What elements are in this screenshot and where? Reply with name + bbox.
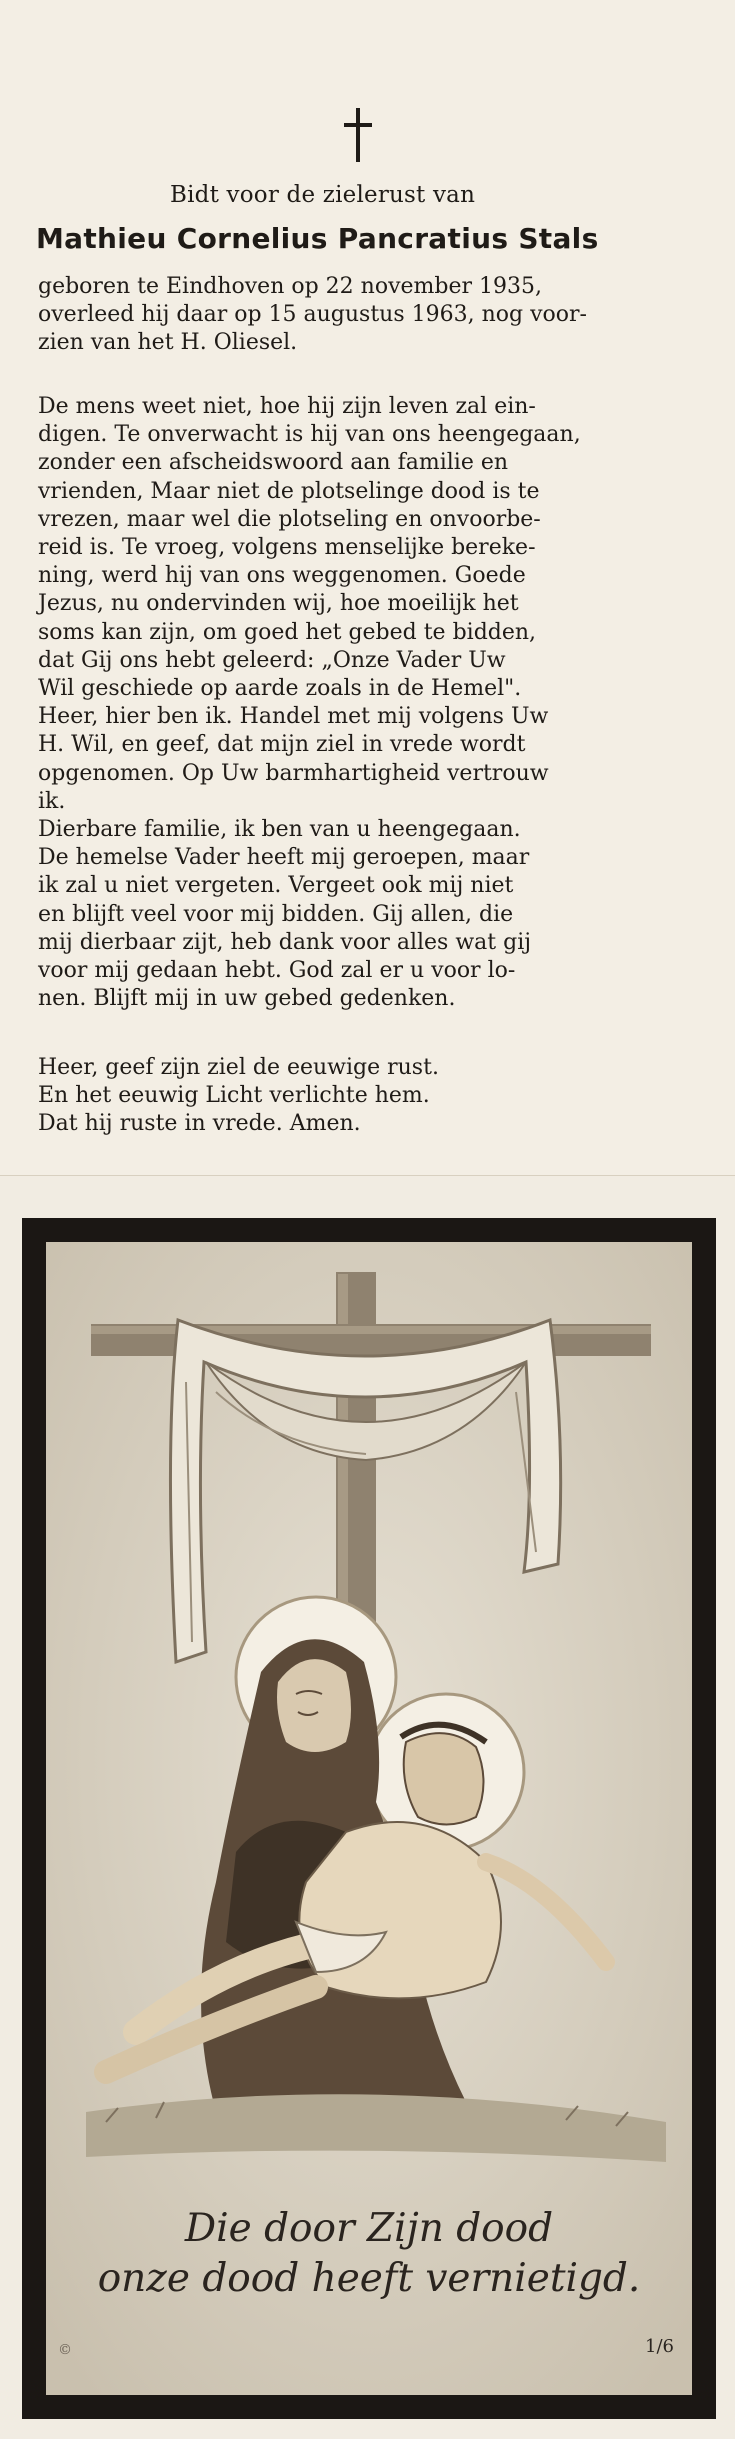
text-panel [0,0,735,1176]
prayer-line: zonder een afscheidswoord aan familie en [38,450,509,476]
cross-icon [340,108,376,162]
motto-text [46,2204,692,2304]
prayer-line: De hemelse Vader heeft mij geroepen, maar [38,845,530,871]
prayer-line: Dierbare familie, ik ben van u heengegaan. [38,817,521,843]
prayer-line: mij dierbaar zijt, heb dank voor alles wat gij [38,929,532,955]
page-mark: 1/6 [645,2336,674,2357]
prayer-line: soms kan zijn, om goed het gebed te bidden, [38,619,537,645]
image-frame [22,1218,716,2419]
prayer-line: ik zal u niet vergeten. Vergeet ook mij niet [38,873,514,899]
prayer-line: vrezen, maar wel die plotseling en onvoorbe- [38,506,541,532]
prayer-line: vrienden, Maar niet de plotselinge dood is te [38,478,540,504]
closing-line: Dat hij ruste in vrede. Amen. [38,1111,361,1136]
bio-line: geboren te Eindhoven op 22 november 1935, [38,274,542,299]
closing-prayer [38,1054,698,1138]
prayer-line: ik. [38,788,66,814]
prayer-line: De mens weet niet, hoe hij zijn leven zal ein- [38,394,536,419]
bio-line: overleed hij daar op 15 augustus 1963, nog voor- [38,302,587,327]
prayer-line: Jezus, nu ondervinden wij, hoe moeilijk het [38,591,519,617]
prayer-line: dat Gij ons hebt geleerd: „Onze Vader Uw [38,647,506,673]
prayer-line: digen. Te onverwacht is hij van ons heengegaan, [38,422,581,448]
motto-line: onze dood heeft vernietigd. [97,2256,641,2301]
prayer-line: nen. Blijft mij in uw gebed gedenken. [38,986,456,1012]
deceased-name: Mathieu Cornelius Pancratius Stals [36,222,599,255]
bio-line: zien van het H. Oliesel. [38,330,298,355]
closing-line: Heer, geef zijn ziel de eeuwige rust. [38,1055,439,1080]
bio-text [38,273,698,357]
prayer-line: reid is. Te vroeg, volgens menselijke bereke- [38,535,536,561]
printer-mark: © [58,2342,72,2358]
prayer-line: Wil geschiede op aarde zoals in de Hemel". [38,676,522,702]
motto-line: Die door Zijn dood [184,2206,554,2251]
pieta-illustration [46,1242,692,2395]
prayer-text [38,393,698,1013]
closing-line: En het eeuwig Licht verlichte hem. [38,1083,430,1108]
prayer-line: ning, werd hij van ons weggenomen. Goede [38,563,526,589]
prayer-line: Heer, hier ben ik. Handel met mij volgens Uw [38,704,549,730]
prayer-line: opgenomen. Op Uw barmhartigheid vertrouw [38,760,549,786]
prayer-line: en blijft veel voor mij bidden. Gij allen, die [38,901,514,927]
prayer-line: voor mij gedaan hebt. God zal er u voor lo- [38,958,516,984]
intro-text: Bidt voor de zielerust van [170,182,476,208]
prayer-line: H. Wil, en geef, dat mijn ziel in vrede wordt [38,732,526,758]
